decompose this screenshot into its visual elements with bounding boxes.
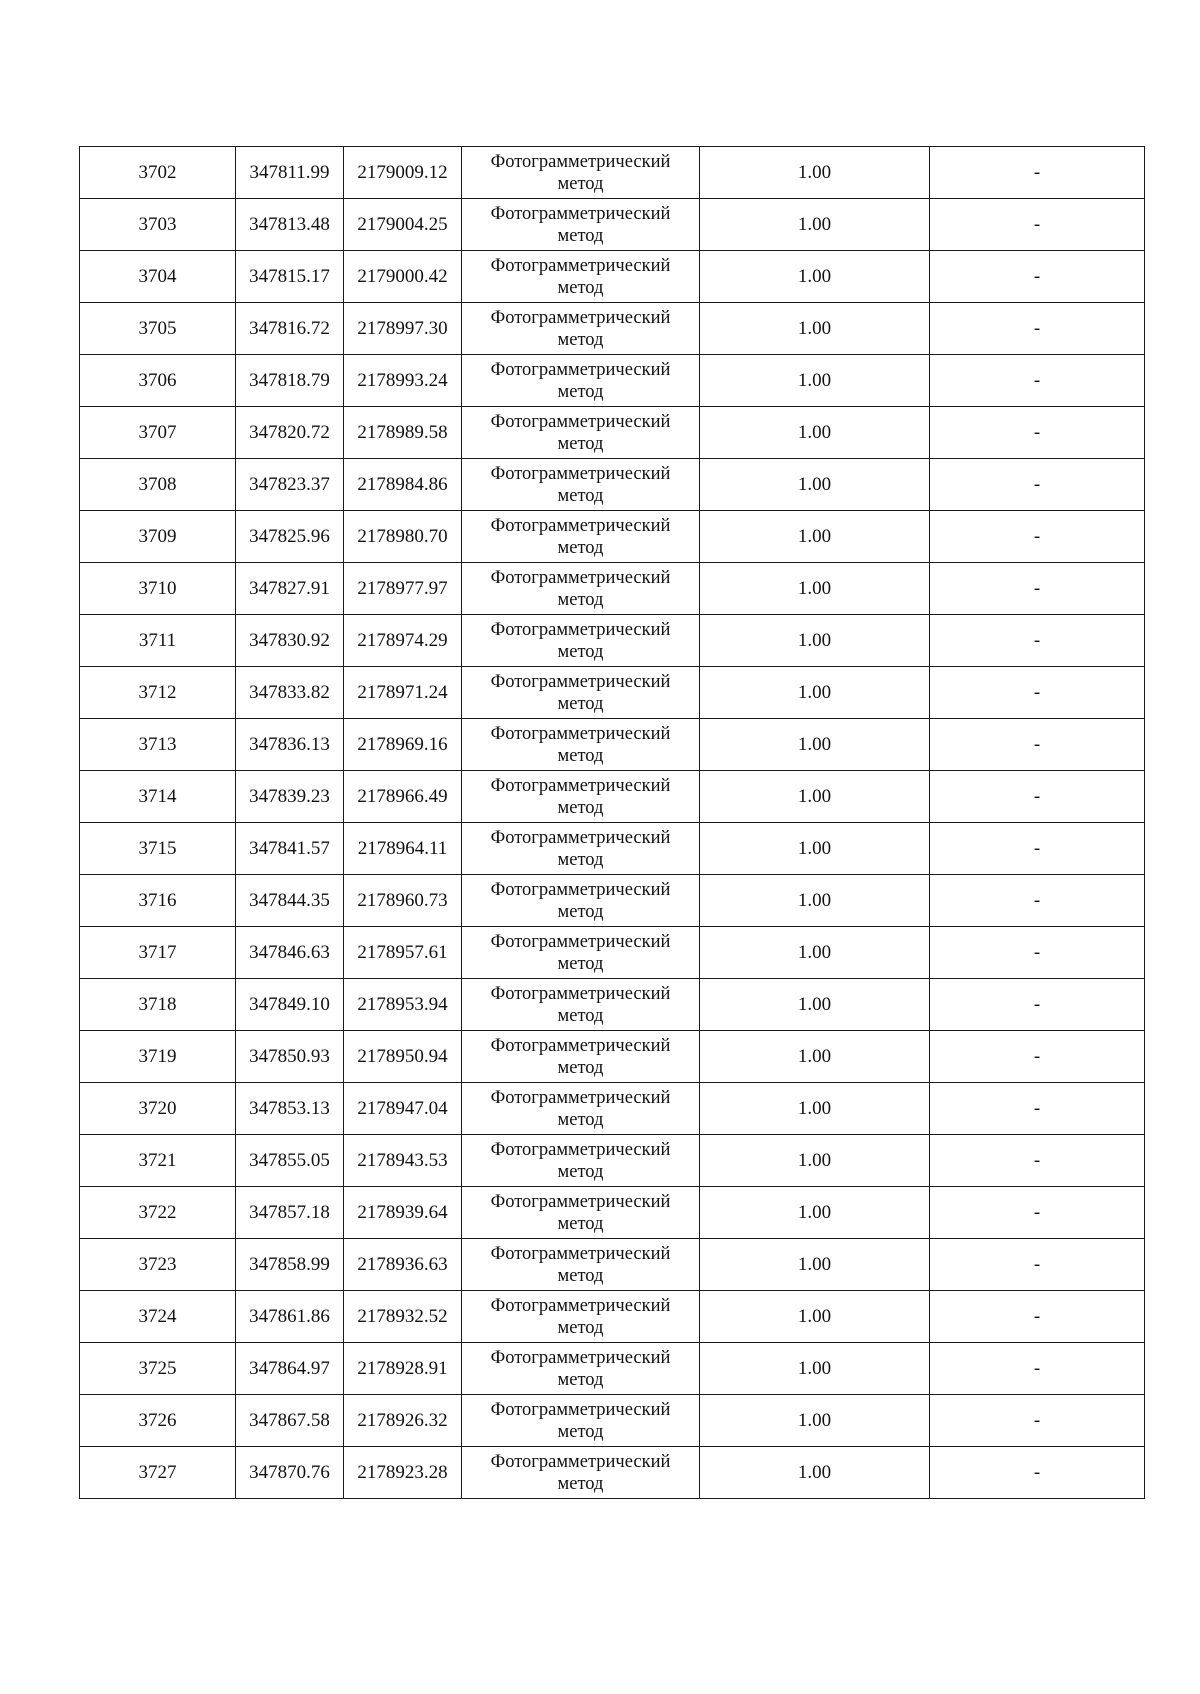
y-coordinate-cell: 2178923.28 [344, 1447, 462, 1499]
point-number-cell: 3713 [80, 719, 236, 771]
table-row [80, 1083, 1145, 1135]
method-cell [462, 147, 700, 199]
method-label: Фотограмметрический [490, 1191, 671, 1212]
accuracy-cell: 1.00 [700, 407, 930, 459]
method-label-continued: метод [557, 1005, 604, 1026]
table-row [80, 459, 1145, 511]
table-row [80, 1239, 1145, 1291]
point-number-cell: 3711 [80, 615, 236, 667]
method-label-continued: метод [557, 1369, 604, 1390]
method-label: Фотограмметрический [490, 723, 671, 744]
method-cell [462, 303, 700, 355]
y-coordinate-cell: 2179004.25 [344, 199, 462, 251]
point-number-cell: 3707 [80, 407, 236, 459]
method-label: Фотограмметрический [490, 827, 671, 848]
method-cell [462, 251, 700, 303]
table-row [80, 355, 1145, 407]
y-coordinate-cell: 2178932.52 [344, 1291, 462, 1343]
y-coordinate-cell: 2178939.64 [344, 1187, 462, 1239]
method-label: Фотограмметрический [490, 1139, 671, 1160]
point-number-cell: 3721 [80, 1135, 236, 1187]
method-label-continued: метод [557, 1057, 604, 1078]
note-cell: - [930, 1447, 1145, 1499]
method-label-continued: метод [557, 745, 604, 766]
method-cell [462, 511, 700, 563]
accuracy-cell: 1.00 [700, 563, 930, 615]
x-coordinate-cell: 347813.48 [236, 199, 344, 251]
accuracy-cell: 1.00 [700, 1395, 930, 1447]
note-cell: - [930, 1239, 1145, 1291]
x-coordinate-cell: 347823.37 [236, 459, 344, 511]
accuracy-cell: 1.00 [700, 771, 930, 823]
method-label-continued: метод [557, 1265, 604, 1286]
accuracy-cell: 1.00 [700, 1083, 930, 1135]
note-cell: - [930, 355, 1145, 407]
y-coordinate-cell: 2178971.24 [344, 667, 462, 719]
point-number-cell: 3712 [80, 667, 236, 719]
note-cell: - [930, 563, 1145, 615]
method-label: Фотограмметрический [490, 775, 671, 796]
x-coordinate-cell: 347853.13 [236, 1083, 344, 1135]
method-cell [462, 563, 700, 615]
point-number-cell: 3724 [80, 1291, 236, 1343]
point-number-cell: 3723 [80, 1239, 236, 1291]
point-number-cell: 3719 [80, 1031, 236, 1083]
method-cell [462, 199, 700, 251]
x-coordinate-cell: 347833.82 [236, 667, 344, 719]
point-number-cell: 3720 [80, 1083, 236, 1135]
method-label-continued: метод [557, 277, 604, 298]
method-label: Фотограмметрический [490, 671, 671, 692]
table-row [80, 927, 1145, 979]
y-coordinate-cell: 2178984.86 [344, 459, 462, 511]
method-label: Фотограмметрический [490, 1451, 671, 1472]
method-cell [462, 771, 700, 823]
method-label: Фотограмметрический [490, 411, 671, 432]
table-row [80, 1395, 1145, 1447]
table-row [80, 1447, 1145, 1499]
point-number-cell: 3703 [80, 199, 236, 251]
x-coordinate-cell: 347841.57 [236, 823, 344, 875]
method-label: Фотограмметрический [490, 567, 671, 588]
note-cell: - [930, 615, 1145, 667]
method-cell [462, 355, 700, 407]
method-cell [462, 927, 700, 979]
x-coordinate-cell: 347857.18 [236, 1187, 344, 1239]
x-coordinate-cell: 347839.23 [236, 771, 344, 823]
method-cell [462, 979, 700, 1031]
table-row [80, 147, 1145, 199]
table-row [80, 407, 1145, 459]
note-cell: - [930, 1343, 1145, 1395]
method-cell [462, 459, 700, 511]
accuracy-cell: 1.00 [700, 459, 930, 511]
x-coordinate-cell: 347836.13 [236, 719, 344, 771]
accuracy-cell: 1.00 [700, 1187, 930, 1239]
method-label-continued: метод [557, 589, 604, 610]
coordinates-table-body [80, 147, 1145, 1499]
method-label: Фотограмметрический [490, 1243, 671, 1264]
x-coordinate-cell: 347867.58 [236, 1395, 344, 1447]
method-label: Фотограмметрический [490, 463, 671, 484]
y-coordinate-cell: 2178936.63 [344, 1239, 462, 1291]
method-label: Фотограмметрический [490, 1399, 671, 1420]
point-number-cell: 3706 [80, 355, 236, 407]
method-label-continued: метод [557, 693, 604, 714]
method-label: Фотограмметрический [490, 255, 671, 276]
accuracy-cell: 1.00 [700, 1343, 930, 1395]
note-cell: - [930, 407, 1145, 459]
accuracy-cell: 1.00 [700, 199, 930, 251]
method-cell [462, 875, 700, 927]
method-label: Фотограмметрический [490, 307, 671, 328]
point-number-cell: 3714 [80, 771, 236, 823]
method-label: Фотограмметрический [490, 203, 671, 224]
y-coordinate-cell: 2178969.16 [344, 719, 462, 771]
accuracy-cell: 1.00 [700, 251, 930, 303]
method-label-continued: метод [557, 537, 604, 558]
accuracy-cell: 1.00 [700, 303, 930, 355]
table-row [80, 771, 1145, 823]
note-cell: - [930, 1031, 1145, 1083]
note-cell: - [930, 511, 1145, 563]
y-coordinate-cell: 2179009.12 [344, 147, 462, 199]
point-number-cell: 3702 [80, 147, 236, 199]
x-coordinate-cell: 347820.72 [236, 407, 344, 459]
method-label: Фотограмметрический [490, 1295, 671, 1316]
note-cell: - [930, 771, 1145, 823]
accuracy-cell: 1.00 [700, 1291, 930, 1343]
method-cell [462, 719, 700, 771]
x-coordinate-cell: 347850.93 [236, 1031, 344, 1083]
x-coordinate-cell: 347811.99 [236, 147, 344, 199]
method-label-continued: метод [557, 901, 604, 922]
method-label-continued: метод [557, 1421, 604, 1442]
note-cell: - [930, 823, 1145, 875]
method-label-continued: метод [557, 849, 604, 870]
point-number-cell: 3726 [80, 1395, 236, 1447]
x-coordinate-cell: 347870.76 [236, 1447, 344, 1499]
method-cell [462, 1135, 700, 1187]
y-coordinate-cell: 2178953.94 [344, 979, 462, 1031]
method-cell [462, 1395, 700, 1447]
y-coordinate-cell: 2178964.11 [344, 823, 462, 875]
method-label-continued: метод [557, 1473, 604, 1494]
method-cell [462, 823, 700, 875]
method-cell [462, 1239, 700, 1291]
method-label-continued: метод [557, 1213, 604, 1234]
y-coordinate-cell: 2179000.42 [344, 251, 462, 303]
method-cell [462, 1083, 700, 1135]
point-number-cell: 3705 [80, 303, 236, 355]
y-coordinate-cell: 2178980.70 [344, 511, 462, 563]
point-number-cell: 3718 [80, 979, 236, 1031]
method-label: Фотограмметрический [490, 515, 671, 536]
table-row [80, 719, 1145, 771]
method-label: Фотограмметрический [490, 879, 671, 900]
method-label: Фотограмметрический [490, 1035, 671, 1056]
accuracy-cell: 1.00 [700, 511, 930, 563]
y-coordinate-cell: 2178997.30 [344, 303, 462, 355]
note-cell: - [930, 1083, 1145, 1135]
point-number-cell: 3727 [80, 1447, 236, 1499]
note-cell: - [930, 875, 1145, 927]
method-label-continued: метод [557, 485, 604, 506]
point-number-cell: 3715 [80, 823, 236, 875]
point-number-cell: 3709 [80, 511, 236, 563]
method-label-continued: метод [557, 1109, 604, 1130]
table-row [80, 1187, 1145, 1239]
method-label: Фотограмметрический [490, 931, 671, 952]
point-number-cell: 3725 [80, 1343, 236, 1395]
table-row [80, 1291, 1145, 1343]
table-row [80, 303, 1145, 355]
y-coordinate-cell: 2178943.53 [344, 1135, 462, 1187]
x-coordinate-cell: 347825.96 [236, 511, 344, 563]
table-row [80, 199, 1145, 251]
method-label-continued: метод [557, 953, 604, 974]
accuracy-cell: 1.00 [700, 147, 930, 199]
accuracy-cell: 1.00 [700, 615, 930, 667]
x-coordinate-cell: 347816.72 [236, 303, 344, 355]
method-label-continued: метод [557, 1317, 604, 1338]
y-coordinate-cell: 2178993.24 [344, 355, 462, 407]
x-coordinate-cell: 347861.86 [236, 1291, 344, 1343]
method-label: Фотограмметрический [490, 983, 671, 1004]
method-label-continued: метод [557, 225, 604, 246]
accuracy-cell: 1.00 [700, 1135, 930, 1187]
x-coordinate-cell: 347846.63 [236, 927, 344, 979]
accuracy-cell: 1.00 [700, 719, 930, 771]
method-label-continued: метод [557, 173, 604, 194]
point-number-cell: 3717 [80, 927, 236, 979]
note-cell: - [930, 251, 1145, 303]
y-coordinate-cell: 2178947.04 [344, 1083, 462, 1135]
method-label-continued: метод [557, 797, 604, 818]
method-label: Фотограмметрический [490, 359, 671, 380]
table-row [80, 667, 1145, 719]
note-cell: - [930, 1291, 1145, 1343]
table-row [80, 615, 1145, 667]
point-number-cell: 3708 [80, 459, 236, 511]
method-label: Фотограмметрический [490, 1347, 671, 1368]
note-cell: - [930, 927, 1145, 979]
accuracy-cell: 1.00 [700, 1447, 930, 1499]
accuracy-cell: 1.00 [700, 1239, 930, 1291]
method-cell [462, 615, 700, 667]
method-cell [462, 1291, 700, 1343]
y-coordinate-cell: 2178977.97 [344, 563, 462, 615]
y-coordinate-cell: 2178926.32 [344, 1395, 462, 1447]
method-cell [462, 667, 700, 719]
table-row [80, 1343, 1145, 1395]
y-coordinate-cell: 2178957.61 [344, 927, 462, 979]
accuracy-cell: 1.00 [700, 823, 930, 875]
table-row [80, 875, 1145, 927]
note-cell: - [930, 979, 1145, 1031]
point-number-cell: 3716 [80, 875, 236, 927]
x-coordinate-cell: 347844.35 [236, 875, 344, 927]
y-coordinate-cell: 2178989.58 [344, 407, 462, 459]
accuracy-cell: 1.00 [700, 979, 930, 1031]
point-number-cell: 3710 [80, 563, 236, 615]
x-coordinate-cell: 347858.99 [236, 1239, 344, 1291]
method-label: Фотограмметрический [490, 151, 671, 172]
y-coordinate-cell: 2178928.91 [344, 1343, 462, 1395]
y-coordinate-cell: 2178950.94 [344, 1031, 462, 1083]
method-cell [462, 407, 700, 459]
method-label-continued: метод [557, 433, 604, 454]
accuracy-cell: 1.00 [700, 355, 930, 407]
x-coordinate-cell: 347818.79 [236, 355, 344, 407]
y-coordinate-cell: 2178960.73 [344, 875, 462, 927]
method-label: Фотограмметрический [490, 1087, 671, 1108]
method-cell [462, 1343, 700, 1395]
method-label-continued: метод [557, 641, 604, 662]
note-cell: - [930, 1135, 1145, 1187]
table-row [80, 511, 1145, 563]
x-coordinate-cell: 347830.92 [236, 615, 344, 667]
y-coordinate-cell: 2178974.29 [344, 615, 462, 667]
accuracy-cell: 1.00 [700, 927, 930, 979]
x-coordinate-cell: 347864.97 [236, 1343, 344, 1395]
y-coordinate-cell: 2178966.49 [344, 771, 462, 823]
method-label-continued: метод [557, 1161, 604, 1182]
table-row [80, 1135, 1145, 1187]
method-cell [462, 1447, 700, 1499]
table-row [80, 823, 1145, 875]
method-label-continued: метод [557, 381, 604, 402]
table-row [80, 251, 1145, 303]
table-row [80, 979, 1145, 1031]
point-number-cell: 3722 [80, 1187, 236, 1239]
note-cell: - [930, 667, 1145, 719]
note-cell: - [930, 303, 1145, 355]
coordinates-table [79, 146, 1145, 1499]
method-cell [462, 1187, 700, 1239]
table-row [80, 563, 1145, 615]
note-cell: - [930, 719, 1145, 771]
method-label: Фотограмметрический [490, 619, 671, 640]
method-cell [462, 1031, 700, 1083]
note-cell: - [930, 199, 1145, 251]
note-cell: - [930, 147, 1145, 199]
accuracy-cell: 1.00 [700, 667, 930, 719]
x-coordinate-cell: 347849.10 [236, 979, 344, 1031]
point-number-cell: 3704 [80, 251, 236, 303]
accuracy-cell: 1.00 [700, 875, 930, 927]
table-row [80, 1031, 1145, 1083]
note-cell: - [930, 1395, 1145, 1447]
accuracy-cell: 1.00 [700, 1031, 930, 1083]
x-coordinate-cell: 347827.91 [236, 563, 344, 615]
note-cell: - [930, 459, 1145, 511]
x-coordinate-cell: 347855.05 [236, 1135, 344, 1187]
x-coordinate-cell: 347815.17 [236, 251, 344, 303]
method-label-continued: метод [557, 329, 604, 350]
note-cell: - [930, 1187, 1145, 1239]
